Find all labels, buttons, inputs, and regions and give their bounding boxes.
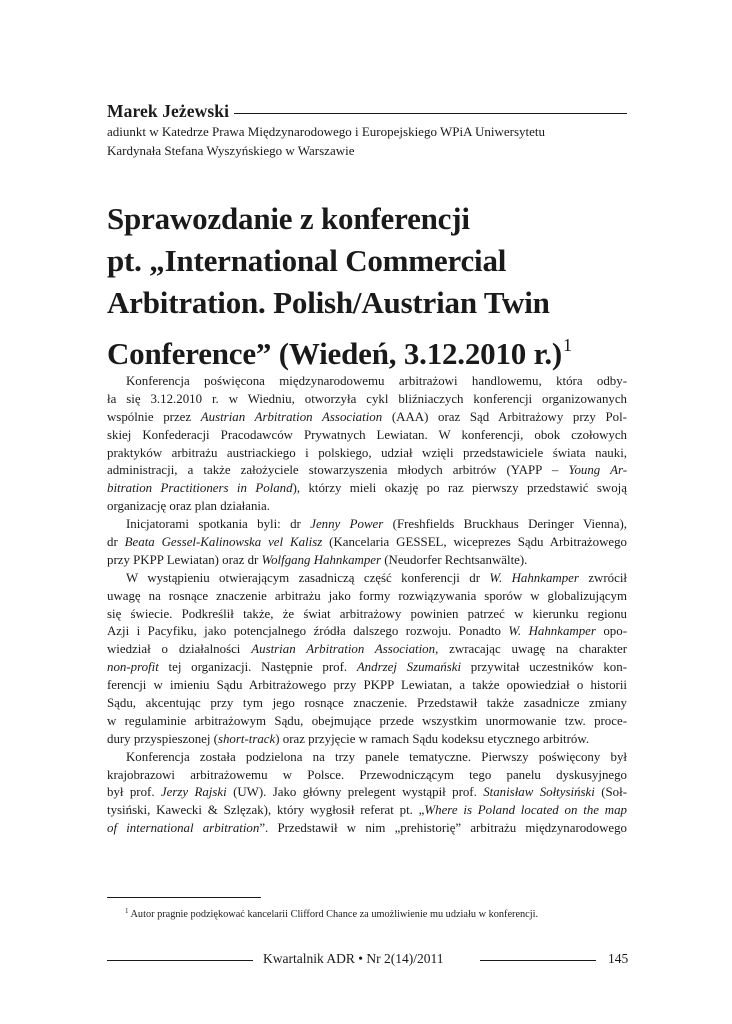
title-line: Sprawozdanie z konferencji: [107, 201, 470, 236]
body-text: tysiński, Kawecki & Szlęzak), który wygłosił referat pt. „: [107, 803, 425, 818]
body-line: [107, 641, 627, 659]
body-text: przywitał uczestników kon-: [461, 660, 627, 675]
body-text: ”. Przedstawił w nim „prehistorię” arbitrażu międzynarodowego: [259, 821, 627, 836]
body-line: [107, 695, 627, 713]
article-title: [107, 198, 627, 375]
body-line: [107, 373, 627, 391]
title-line-last: [107, 324, 627, 375]
article-body: [107, 373, 627, 838]
italic-text: non-profit: [107, 660, 159, 675]
body-text: administracji, a także założyciele stowarzyszenia młodych arbitrów (YAPP –: [107, 463, 569, 478]
body-line: [107, 498, 627, 516]
body-line: [107, 820, 627, 838]
affiliation-line: Kardynała Stefana Wyszyńskiego w Warszawie: [107, 143, 355, 158]
body-line: [107, 802, 627, 820]
page-number: 145: [608, 951, 629, 966]
footnote-mark: 1: [125, 907, 129, 915]
body-line: [107, 552, 627, 570]
title-line-text: Conference” (Wiedeń, 3.12.2010 r.): [107, 336, 562, 371]
italic-text: bitration Practitioners in Poland: [107, 481, 293, 496]
italic-text: Jenny Power: [310, 517, 384, 532]
body-line: [107, 409, 627, 427]
body-text: (Soł-: [594, 785, 627, 800]
body-text: ła się 3.12.2010 r. w Wiedniu, otworzyła cykl bliźniaczych konferencji organizowanych: [107, 391, 627, 406]
footer-rule-left: [107, 960, 253, 961]
title-line: pt. „International Commercial: [107, 243, 507, 278]
body-text: przy PKPP Lewiatan) oraz dr: [107, 552, 262, 567]
body-text: tej organizacji. Następnie prof.: [158, 660, 357, 675]
body-text: organizację oraz plan działania.: [107, 499, 270, 514]
italic-text: Austrian Arbitration Association: [200, 409, 383, 424]
body-line: [107, 606, 627, 624]
body-line: [107, 516, 627, 534]
italic-text: W. Hahnkamper: [508, 624, 596, 639]
body-text: (Kancelaria GESSEL, wiceprezes Sądu Arbitrażowego: [322, 535, 628, 550]
body-line: [107, 570, 627, 588]
author-name: Marek Jeżewski: [107, 101, 230, 121]
body-text: wspólnie przez: [107, 409, 201, 424]
body-line: [107, 588, 627, 606]
body-text: , zwracając uwagę na charakter: [435, 642, 627, 657]
body-text: skiej Konfederacji Pracodawców Prywatnych Lewiatan. W konferencji, obok czołowych: [107, 427, 627, 442]
body-line: [107, 659, 627, 677]
italic-text: Andrzej Szumański: [356, 660, 462, 675]
body-text: wiedział o działalności: [107, 642, 252, 657]
italic-text: Wolfgang Hahnkamper: [261, 552, 382, 567]
italic-text: Stanisław Sołtysiński: [483, 785, 595, 800]
body-line: [107, 462, 627, 480]
footnote-text: Autor pragnie podziękować kancelarii Clifford Chance za umożliwienie mu udziału w konferencji.: [130, 909, 539, 920]
author-affiliation: [107, 122, 637, 160]
italic-text: Beata Gessel-Kalinowska vel Kalisz: [124, 535, 323, 550]
body-line: [107, 731, 627, 749]
body-line: [107, 623, 627, 641]
italic-text: Young Ar-: [568, 463, 627, 478]
footnote-separator: [107, 897, 261, 898]
body-text: opo-: [595, 624, 627, 639]
body-line: [107, 391, 627, 409]
body-line: [107, 749, 627, 767]
italic-text: short-track: [217, 731, 276, 746]
body-text: Konferencja poświęcona międzynarodowemu arbitrażowi handlowemu, która odby-: [126, 374, 627, 388]
body-text: ), którzy mieli okazję po raz pierwszy przedstawić swoją: [292, 481, 627, 496]
body-text: Inicjatorami spotkania byli: dr: [126, 517, 311, 532]
title-line: Arbitration. Polish/Austrian Twin: [107, 285, 550, 320]
footer-rule-right: [480, 960, 596, 961]
body-text: ferencji w imieniu Sądu Arbitrażowego przy PKPP Lewiatan, a także opowiedział o historii: [107, 678, 627, 693]
body-text: W wystąpieniu otwierającym zasadniczą część konferencji dr: [126, 570, 490, 585]
author-rule: [234, 113, 627, 114]
body-text: w regulaminie arbitrażowym Sądu, obejmujące przede wszystkim unormowanie tzw. proce-: [107, 713, 627, 728]
body-text: (AAA) oraz Sąd Arbitrażowy przy Pol-: [382, 409, 627, 424]
body-text: uwagę na rosnące znaczenie arbitrażu jako formy rozwiązywania sporów w globalizującym: [107, 588, 627, 603]
body-line: [107, 767, 627, 785]
body-text: dury przyspieszonej (: [107, 731, 218, 746]
author-header: [107, 101, 627, 122]
body-text: Azji i Pacyfiku, jako potencjalnego źródła dalszego rozwoju. Ponadto: [107, 624, 509, 639]
italic-text: of international arbitration: [107, 821, 260, 836]
body-line: [107, 713, 627, 731]
body-text: (Freshfields Bruckhaus Deringer Vienna),: [383, 517, 627, 532]
body-text: był prof.: [107, 785, 161, 800]
body-text: (UW). Jako główny prelegent wystąpił prof.: [226, 785, 484, 800]
body-line: [107, 534, 627, 552]
body-text: dr: [107, 535, 125, 550]
body-text: Konferencja została podzielona na trzy panele tematyczne. Pierwszy poświęcony był: [126, 749, 627, 764]
italic-text: Jerzy Rajski: [160, 785, 227, 800]
body-text: Sądu, akcentując przy tym jego rosnące znaczenie. Przedstawił także zasadnicze zmiany: [107, 696, 627, 711]
body-line: [107, 480, 627, 498]
journal-name: Kwartalnik ADR • Nr 2(14)/2011: [263, 951, 444, 966]
body-text: krajobrazowi arbitrażowemu w Polsce. Przewodniczącym tego panelu dyskusyjnego: [107, 767, 627, 782]
body-line: [107, 784, 627, 802]
body-line: [107, 677, 627, 695]
body-line: [107, 427, 627, 445]
body-text: (Neudorfer Rechtsanwälte).: [381, 552, 528, 567]
italic-text: W. Hahnkamper: [489, 570, 579, 585]
body-text: praktyków arbitrażu austriackiego i polskiego, udział wzięli przedstawiciele świata nauki,: [107, 445, 627, 460]
body-text: zwrócił: [578, 570, 627, 585]
body-text: ) oraz przyjęcie w ramach Sądu kodeksu etycznego arbitrów.: [275, 731, 590, 746]
italic-text: Austrian Arbitration Association: [251, 642, 436, 657]
body-text: się świecie. Podkreślił także, że świat arbitrażowy powinien patrzeć w kierunku regionu: [107, 606, 627, 621]
title-footnote-mark: 1: [563, 335, 572, 355]
body-line: [107, 445, 627, 463]
italic-text: Where is Poland located on the map: [424, 803, 627, 818]
footnote: [125, 907, 538, 920]
affiliation-line: adiunkt w Katedrze Prawa Międzynarodowego i Europejskiego WPiA Uniwersytetu: [107, 124, 546, 139]
